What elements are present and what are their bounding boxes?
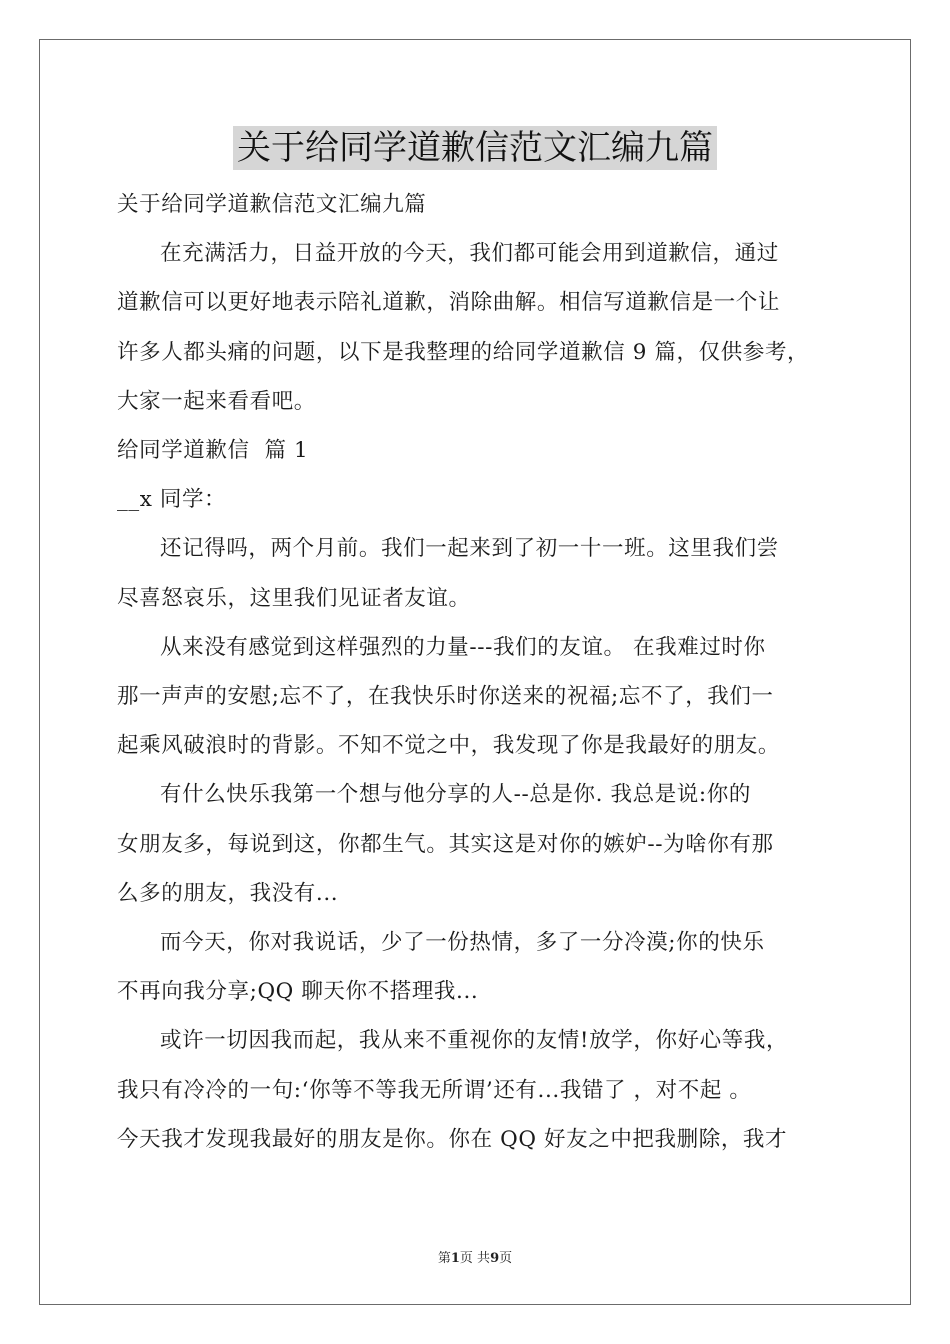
text-line: 么多的朋友，我没有... bbox=[117, 880, 339, 906]
text-line: 给同学道歉信 篇 1 bbox=[117, 438, 309, 464]
document-body bbox=[117, 180, 847, 1164]
text-line: 从来没有感觉到这样强烈的力量---我们的友谊。 在我难过时你 bbox=[160, 634, 766, 660]
text-line: 道歉信可以更好地表示陪礼道歉，消除曲解。相信写道歉信是一个让 bbox=[117, 290, 781, 316]
text-line: 尽喜怒哀乐，这里我们见证者友谊。 bbox=[117, 585, 471, 611]
footer-page-current: 1 bbox=[450, 1251, 460, 1266]
text-line: 许多人都头痛的问题，以下是我整理的给同学道歉信 9 篇，仅供参考， bbox=[117, 339, 810, 365]
text-line: 而今天，你对我说话，少了一份热情，多了一分冷漠;你的快乐 bbox=[160, 930, 765, 956]
title-container bbox=[0, 126, 950, 170]
text-line: 那一声声的安慰;忘不了，在我快乐时你送来的祝福;忘不了，我们一 bbox=[117, 684, 774, 710]
text-line: 或许一切因我而起，我从来不重视你的友情!放学，你好心等我， bbox=[160, 1028, 789, 1054]
text-line: 今天我才发现我最好的朋友是你。你在 QQ 好友之中把我删除，我才 bbox=[117, 1126, 788, 1152]
footer-page-suffix: 页 bbox=[499, 1251, 513, 1266]
footer-page-mid: 页 共 bbox=[459, 1251, 491, 1266]
document-title: 关于给同学道歉信范文汇编九篇 bbox=[233, 126, 717, 170]
text-line: 大家一起来看看吧。 bbox=[117, 388, 316, 414]
text-line: 起乘风破浪时的背影。不知不觉之中，我发现了你是我最好的朋友。 bbox=[117, 733, 781, 759]
text-line: 在充满活力，日益开放的今天，我们都可能会用到道歉信，通过 bbox=[160, 241, 779, 267]
text-line: 不再向我分享;QQ 聊天你不搭理我... bbox=[117, 979, 479, 1005]
page-footer bbox=[0, 1247, 950, 1266]
footer-page-total: 9 bbox=[490, 1251, 500, 1266]
text-line: 女朋友多，每说到这，你都生气。其实这是对你的嫉妒--为啥你有那 bbox=[117, 831, 774, 857]
footer-page-prefix: 第 bbox=[437, 1251, 451, 1266]
text-line: __x 同学： bbox=[117, 487, 227, 513]
text-line: 关于给同学道歉信范文汇编九篇 bbox=[117, 192, 427, 217]
text-line: 我只有冷冷的一句:‘你等不等我无所谓’还有...我错了 ，对不起 。 bbox=[117, 1077, 752, 1103]
text-line: 还记得吗，两个月前。我们一起来到了初一十一班。这里我们尝 bbox=[160, 536, 779, 562]
text-line: 有什么快乐我第一个想与他分享的人--总是你. 我总是说:你的 bbox=[160, 782, 751, 808]
